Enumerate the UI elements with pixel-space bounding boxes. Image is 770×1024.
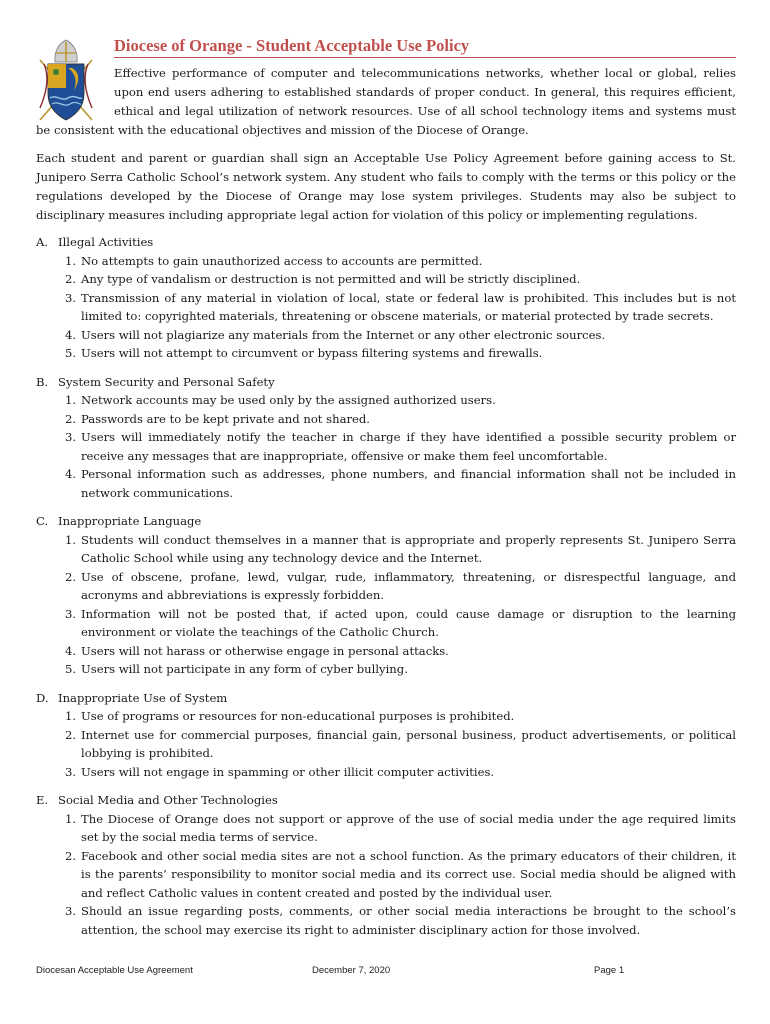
item-text: Internet use for commercial purposes, financial gain, personal business, product advertisements, or political lobbying is prohibited. (81, 727, 736, 760)
item-number: 3. (64, 430, 76, 444)
list-item (36, 252, 736, 271)
item-number: 3. (64, 904, 76, 918)
item-text: No attempts to gain unauthorized access to accounts are permitted. (81, 253, 483, 268)
list-item (36, 344, 736, 363)
list-item (36, 568, 736, 605)
item-number: 2. (64, 272, 76, 286)
item-text: Users will not harass or otherwise engage in personal attacks. (81, 643, 449, 658)
section-letter: B. (36, 374, 49, 389)
item-number: 2. (64, 727, 76, 742)
section-title: Illegal Activities (58, 235, 154, 249)
list-item (36, 902, 736, 939)
list-item (36, 531, 736, 568)
section-title: System Security and Personal Safety (58, 374, 275, 389)
section-title: Inappropriate Language (58, 514, 202, 528)
item-text: Personal information such as addresses, phone numbers, and financial information shall not be included in network communications. (81, 467, 736, 500)
section-list (36, 391, 736, 502)
section-list (36, 707, 736, 781)
section-heading (36, 689, 736, 708)
item-text: Users will immediately notify the teacher in charge if they have identified a possible security problem or receive any messages that are inappropriate, offensive or make them feel uncomfortable. (81, 430, 736, 463)
item-text: Users will not attempt to circumvent or bypass filtering systems and firewalls. (81, 346, 543, 360)
agreement-paragraph: Each student and parent or guardian shall sign an Acceptable Use Policy Agreement before gaining access to St. Junipero Serra Catholic School’s network system. Any student who fails to comply with the terms or this policy or the regulations developed by the Diocese of Orange may lose system privileges. Students may also be subject to disciplinary measures including appropriate legal action for violation of this policy or implementing regulations. (36, 151, 736, 222)
item-text: Use of obscene, profane, lewd, vulgar, rude, inflammatory, threatening, or disrespectful language, and acronyms and abbreviations is expressly forbidden. (81, 569, 736, 602)
list-item (36, 810, 736, 847)
list-item (36, 660, 736, 679)
item-number: 3. (64, 290, 76, 305)
item-text: Should an issue regarding posts, comments, or other social media interactions be brought to the school’s attention, the school may exercise its right to administer disciplinary action for those involved. (81, 904, 736, 937)
item-text: Students will conduct themselves in a manner that is appropriate and properly represents St. Junipero Serra Catholic School while using any technology device and the Internet. (81, 532, 736, 565)
list-item (36, 270, 736, 289)
item-number: 4. (64, 467, 76, 481)
list-item (36, 326, 736, 345)
section-inappropriate-use (36, 689, 736, 782)
item-number: 2. (64, 848, 76, 863)
list-item (36, 289, 736, 326)
section-social-media (36, 791, 736, 939)
list-item (36, 847, 736, 903)
section-heading (36, 233, 736, 252)
item-text: Passwords are to be kept private and not shared. (81, 411, 370, 426)
item-number: 2. (64, 411, 76, 426)
list-item (36, 642, 736, 661)
list-item (36, 428, 736, 465)
item-number: 5. (64, 346, 76, 360)
section-title: Inappropriate Use of System (58, 690, 228, 705)
list-item (36, 465, 736, 502)
section-heading (36, 373, 736, 392)
section-inappropriate-language (36, 512, 736, 679)
page-title: Diocese of Orange - Student Acceptable Use Policy (114, 36, 736, 58)
intro-paragraph: Effective performance of computer and telecommunications networks, whether local or global, relies upon end users adhering to established standards of proper conduct. In general, this requires efficient, ethical and legal utilization of network resources. Use of all school technology items and systems must be consistent with the educational objectives and mission of the Diocese of Orange. (36, 66, 736, 137)
list-item (36, 707, 736, 726)
item-number: 5. (64, 662, 76, 676)
item-text: Any type of vandalism or destruction is not permitted and will be strictly disciplined. (81, 272, 581, 286)
item-text: Users will not plagiarize any materials from the Internet or any other electronic sources. (81, 327, 606, 342)
item-number: 3. (64, 764, 76, 779)
item-number: 1. (64, 393, 76, 407)
item-text: Users will not engage in spamming or other illicit computer activities. (81, 764, 495, 779)
item-number: 4. (64, 327, 76, 342)
section-list (36, 252, 736, 363)
item-text: Information will not be posted that, if acted upon, could cause damage or disruption to the learning environment or violate the teachings of the Catholic Church. (81, 606, 736, 639)
item-text: The Diocese of Orange does not support or approve of the use of social media under the age required limits set by the social media terms of service. (81, 811, 736, 844)
section-letter: A. (36, 235, 49, 249)
section-title: Social Media and Other Technologies (58, 793, 278, 807)
list-item (36, 391, 736, 410)
item-number: 1. (64, 253, 76, 268)
list-item (36, 763, 736, 782)
section-illegal-activities (36, 233, 736, 363)
list-item (36, 605, 736, 642)
section-letter: C. (36, 514, 49, 528)
item-text: Network accounts may be used only by the assigned authorized users. (81, 393, 496, 407)
section-letter: E. (36, 793, 49, 807)
item-number: 1. (64, 709, 76, 723)
policy-sections (36, 233, 736, 949)
item-text: Transmission of any material in violation of local, state or federal law is prohibited. This includes but is not limited to: copyrighted materials, threatening or obscene materials, or material protected by trade secrets. (81, 290, 736, 323)
item-text: Facebook and other social media sites are not a school function. As the primary educators of their children, it is the parents’ responsibility to monitor social media and its correct use. Social media should be aligned with and reflect Catholic values in content created and posted by the individual user. (81, 848, 736, 900)
section-list (36, 810, 736, 940)
footer-document-name: Diocesan Acceptable Use Agreement (36, 965, 193, 976)
item-number: 3. (64, 606, 76, 621)
item-text: Users will not participate in any form of cyber bullying. (81, 662, 408, 676)
item-number: 1. (64, 811, 76, 826)
item-number: 4. (64, 643, 76, 658)
item-number: 2. (64, 569, 76, 584)
list-item (36, 726, 736, 763)
section-system-security (36, 373, 736, 503)
footer-page-number: Page 1 (594, 965, 625, 976)
section-list (36, 531, 736, 679)
section-heading (36, 512, 736, 531)
list-item (36, 410, 736, 429)
item-text: Use of programs or resources for non-educational purposes is prohibited. (81, 709, 515, 723)
footer-date: December 7, 2020 (312, 965, 391, 976)
item-number: 1. (64, 532, 76, 547)
section-heading (36, 791, 736, 810)
page-footer (36, 965, 736, 979)
section-letter: D. (36, 690, 49, 705)
